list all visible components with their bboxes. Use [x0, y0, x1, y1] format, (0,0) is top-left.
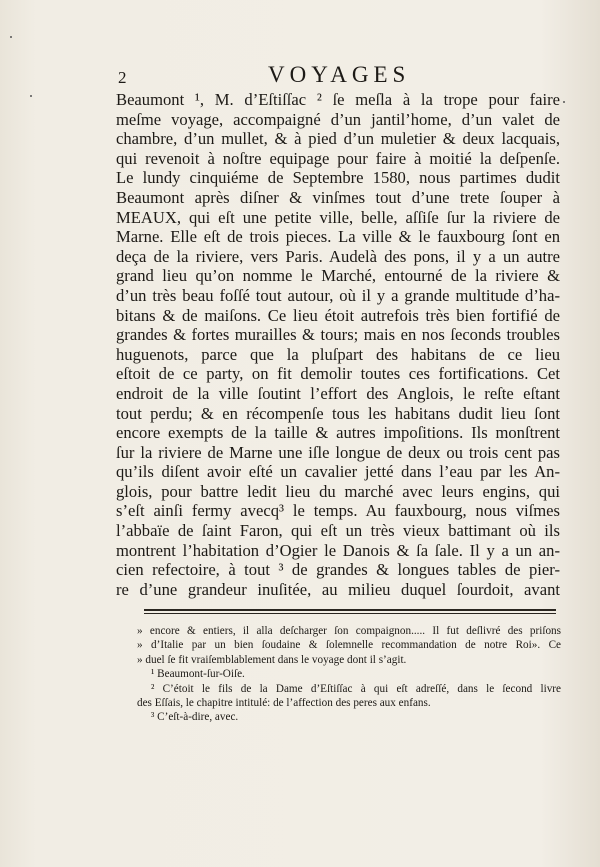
running-title: VOYAGES: [268, 62, 411, 87]
text-line: Marne. Elle eſt de trois pieces. La ville & le fauxbourg ſont en: [116, 227, 560, 247]
text-line: ſur la riviere de Marne une iſle longue de deux ou trois cent pas: [116, 442, 560, 462]
footnote-line: » d’Italie par un bien ſoudaine & ſolemnelle recommandation de notre Roi». Ce: [137, 639, 561, 652]
text-line: d’un très beau foſſé tout autour, où il y a grande multitude d’ha-: [116, 285, 560, 305]
text-line: huguenots, parce que la pluſpart des habitans de ce lieu: [116, 344, 560, 364]
footnote-rule: [144, 609, 556, 611]
text-line: chambre, d’un mullet, & à pied d’un muletier & deux lacquais,: [116, 129, 560, 149]
footnote-1: ¹ Beaumont-ſur-Oiſe.: [151, 668, 245, 681]
text-line: Le lundy cinquiéme de Septembre 1580, nous partimes dudit: [116, 168, 560, 188]
text-line: montrent l’habitation d’Ogier le Danois & ſa ſale. Il y a un an-: [116, 540, 560, 560]
footnote-2: ² C’étoit le fils de la Dame d’Eſtiſſac à qui eſt adreſſé, dans le ſecond livre: [151, 682, 561, 695]
text-line: re d’une grandeur inuſitée, au milieu duquel ſourdoit, avant: [116, 579, 560, 599]
text-line: MEAUX, qui eſt une petite ville, belle, aſſiſe ſur la riviere de: [116, 207, 560, 227]
text-line: glois, pour battre ledit lieu du marché avec leurs engins, qui: [116, 481, 560, 501]
text-line: bitans & de maiſons. Ce lieu étoit autrefois très bien fortifié de: [116, 305, 560, 325]
text-line: meſme voyage, accompaigné d’un jantil’home, d’un valet de: [116, 109, 560, 129]
text-line: s’eſt ainſi fermy avecq³ le temps. Au fauxbourg, nous viſmes: [116, 501, 560, 521]
text-line: tout perdu; & en récompenſe tous les habitans dudit lieu ſont: [116, 403, 560, 423]
paper-speck: [10, 36, 12, 38]
text-line: grandes & fortes murailles & tours; mais en nos ſeconds troubles: [116, 325, 560, 345]
text-line: qu’ils diſent avoir eſté un cavalier jetté dans l’eau par les An-: [116, 462, 560, 482]
paper-speck: [30, 95, 32, 97]
text-line: grand lieu qu’on nomme le Marché, entourné de la riviere &: [116, 266, 560, 286]
footnote-line: » duel ſe fit vraiſemblablement dans le voyage dont il s’agit.: [137, 653, 407, 666]
footnote-3: ³ C’eſt-à-dire, avec.: [151, 711, 239, 724]
text-line: endroit de la ville ſoutint l’effort des Anglois, le reſte eſtant: [116, 383, 560, 403]
text-line: qui revenoit à noſtre equipage pour faire à moitié la deſpenſe.: [116, 148, 560, 168]
footnotes: [137, 624, 561, 725]
paper-speck: [563, 101, 565, 103]
text-line: cien refectoire, à tout ³ de grandes & longues tables de pier-: [116, 560, 560, 580]
footnote-line: » encore & entiers, il alla deſcharger ſon compaignon..... Il fut deſlivré des priſons: [137, 625, 561, 637]
text-line: deça de la riviere, vers Paris. Audelà des pons, il y a un autre: [116, 246, 560, 266]
footnote-2-continued: des Eſſais, le chapitre intitulé: de l’affection des peres aux enfans.: [137, 697, 431, 710]
text-line: encore exempts de la taille & autres impoſitions. Ils monſtrent: [116, 423, 560, 443]
text-line: Beaumont ¹, M. d’Eſtiſſac ² ſe meſla à la trope pour faire: [116, 90, 560, 109]
text-line: Beaumont après diſner & vinſmes tout d’une trete ſouper à: [116, 187, 560, 207]
page-number: 2: [118, 68, 127, 87]
text-line: eſtoit de ce party, on fit demolir toutes ces fortifications. Cet: [116, 364, 560, 384]
page-header: [118, 62, 558, 88]
text-line: l’abbaïe de ſaint Faron, qui eſt un très vieux battimant où ils: [116, 521, 560, 541]
main-text: [116, 90, 560, 599]
